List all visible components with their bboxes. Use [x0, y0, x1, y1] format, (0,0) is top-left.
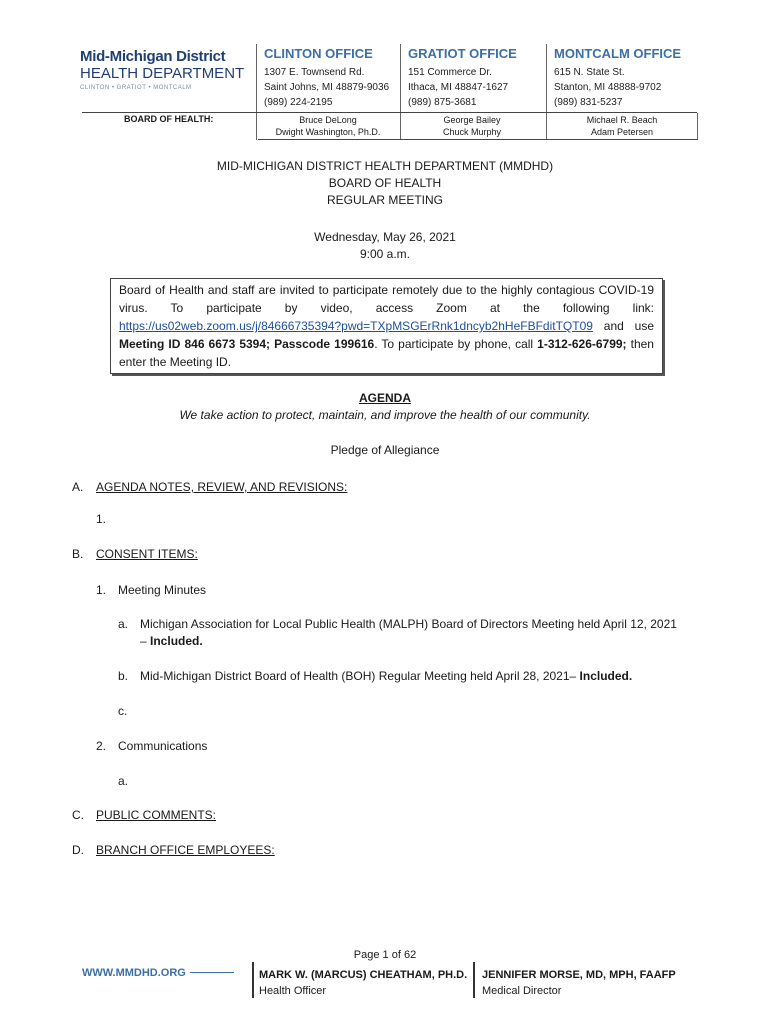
footer-dash	[190, 972, 234, 973]
section-letter: A.	[72, 480, 84, 494]
logo-line3: CLINTON • GRATIOT • MONTCALM	[80, 85, 192, 91]
notice-text: . To participate by phone, call	[374, 337, 538, 351]
meeting-id: Meeting ID 846 6673 5394; Passcode 199616	[119, 337, 375, 351]
office-phone: (989) 224-2195	[264, 97, 333, 108]
section-letter: D.	[72, 843, 84, 857]
board-member: Bruce DeLong	[299, 115, 357, 125]
item-number: 2.	[96, 739, 107, 753]
item-label: Communications	[118, 739, 208, 753]
header-divider	[546, 44, 547, 140]
section-title: PUBLIC COMMENTS:	[96, 808, 217, 822]
board-member: Adam Petersen	[590, 127, 654, 137]
section-title: CONSENT ITEMS:	[96, 547, 198, 561]
page-number: Page 1 of 62	[353, 949, 417, 961]
header-rule	[82, 112, 697, 113]
section-a	[72, 479, 347, 496]
title-line: MID-MICHIGAN DISTRICT HEALTH DEPARTMENT (MMDHD)	[216, 159, 554, 173]
footer-divider	[473, 962, 475, 998]
director-title: Medical Director	[482, 985, 562, 997]
section-b	[72, 546, 198, 563]
section-title: BRANCH OFFICE EMPLOYEES:	[96, 843, 275, 857]
board-of-health-label: BOARD OF HEALTH:	[124, 114, 214, 124]
item-number: b.	[118, 669, 129, 683]
remote-participation-notice	[110, 278, 663, 374]
item-number: 1.	[96, 583, 107, 597]
item-status: Included.	[579, 669, 633, 683]
mmdhd-logo	[80, 48, 245, 110]
agenda-motto: We take action to protect, maintain, and improve the health of our community.	[179, 408, 591, 422]
medical-director	[482, 967, 676, 999]
health-officer	[259, 967, 467, 999]
section-letter: C.	[72, 808, 84, 822]
board-members-montcalm	[552, 114, 692, 138]
officer-name: MARK W. (MARCUS) CHEATHAM, PH.D.	[259, 969, 468, 981]
officer-title: Health Officer	[259, 985, 327, 997]
meeting-time: 9:00 a.m.	[359, 247, 411, 261]
board-members-gratiot	[402, 114, 542, 138]
board-member: Chuck Murphy	[442, 127, 502, 137]
header-divider	[400, 44, 401, 140]
title-line: REGULAR MEETING	[326, 193, 443, 207]
website-link[interactable]: WWW.MMDHD.ORG	[82, 967, 186, 979]
section-b-item-1c: c.	[118, 704, 128, 718]
item-label: Meeting Minutes	[118, 583, 207, 597]
pledge-of-allegiance: Pledge of Allegiance	[330, 443, 440, 457]
item-status: Included.	[150, 634, 203, 648]
board-member: Michael R. Beach	[586, 115, 658, 125]
members-rule	[258, 139, 698, 140]
item-text: Mid-Michigan District Board of Health (BOH) Regular Meeting held April 28, 2021–	[140, 669, 580, 683]
footer-divider	[252, 962, 254, 998]
office-name: CLINTON OFFICE	[264, 46, 373, 61]
office-city: Saint Johns, MI 48879-9036	[264, 82, 390, 93]
logo-line1: Mid-Michigan District	[80, 48, 226, 65]
notice-text: and use	[592, 319, 654, 333]
footer-website[interactable]	[82, 967, 234, 979]
document-title	[0, 158, 770, 209]
office-city: Stanton, MI 48888-9702	[554, 82, 662, 93]
board-member: George Bailey	[443, 115, 501, 125]
office-clinton	[264, 46, 404, 110]
office-street: 151 Commerce Dr.	[408, 67, 492, 78]
office-name: GRATIOT OFFICE	[408, 46, 517, 61]
dial-in-phone: 1-312-626-6799;	[537, 337, 627, 351]
section-title: AGENDA NOTES, REVIEW, AND REVISIONS:	[96, 480, 348, 494]
header-divider	[256, 44, 257, 140]
meeting-datetime	[0, 229, 770, 263]
section-b-item-1b	[118, 668, 688, 685]
office-phone: (989) 875-3681	[408, 97, 477, 108]
office-city: Ithaca, MI 48847-1627	[408, 82, 509, 93]
director-name: JENNIFER MORSE, MD, MPH, FAAFP	[482, 969, 676, 981]
office-gratiot	[408, 46, 548, 110]
section-c	[72, 807, 216, 824]
section-b-item-2a: a.	[118, 774, 129, 788]
section-b-item-2	[96, 738, 207, 755]
meeting-date: Wednesday, May 26, 2021	[314, 230, 456, 244]
section-d	[72, 842, 275, 859]
board-member: Dwight Washington, Ph.D.	[275, 127, 381, 137]
office-street: 1307 E. Townsend Rd.	[264, 67, 365, 78]
item-text: Michigan Association for Local Public Health (MALPH) Board of Directors Meeting held April 12, 2021 –	[140, 617, 677, 648]
title-line: BOARD OF HEALTH	[328, 176, 442, 190]
board-members-clinton	[258, 114, 398, 138]
notice-text: then enter the Meeting ID.	[119, 337, 654, 369]
office-name: MONTCALM OFFICE	[554, 46, 682, 61]
notice-intro: Board of Health and staff are invited to participate remotely due to the highly contagious COVID-19 virus. To participate by video, access Zoom at the following link:	[119, 283, 654, 315]
section-b-item-1	[96, 582, 206, 599]
section-a-item-1: 1.	[96, 512, 107, 526]
logo-line2: HEALTH DEPARTMENT	[80, 65, 245, 82]
office-phone: (989) 831-5237	[554, 97, 623, 108]
zoom-link[interactable]: https://us02web.zoom.us/j/84666735394?pwd=TXpMSGErRnk1dncyb2hHeFBFditTQT09	[119, 319, 593, 333]
item-number: a.	[118, 617, 129, 631]
office-street: 615 N. State St.	[554, 67, 625, 78]
agenda-heading: AGENDA	[358, 391, 411, 405]
section-letter: B.	[72, 547, 84, 561]
office-montcalm	[554, 46, 694, 110]
section-b-item-1a	[118, 616, 688, 650]
header-divider	[697, 113, 698, 140]
